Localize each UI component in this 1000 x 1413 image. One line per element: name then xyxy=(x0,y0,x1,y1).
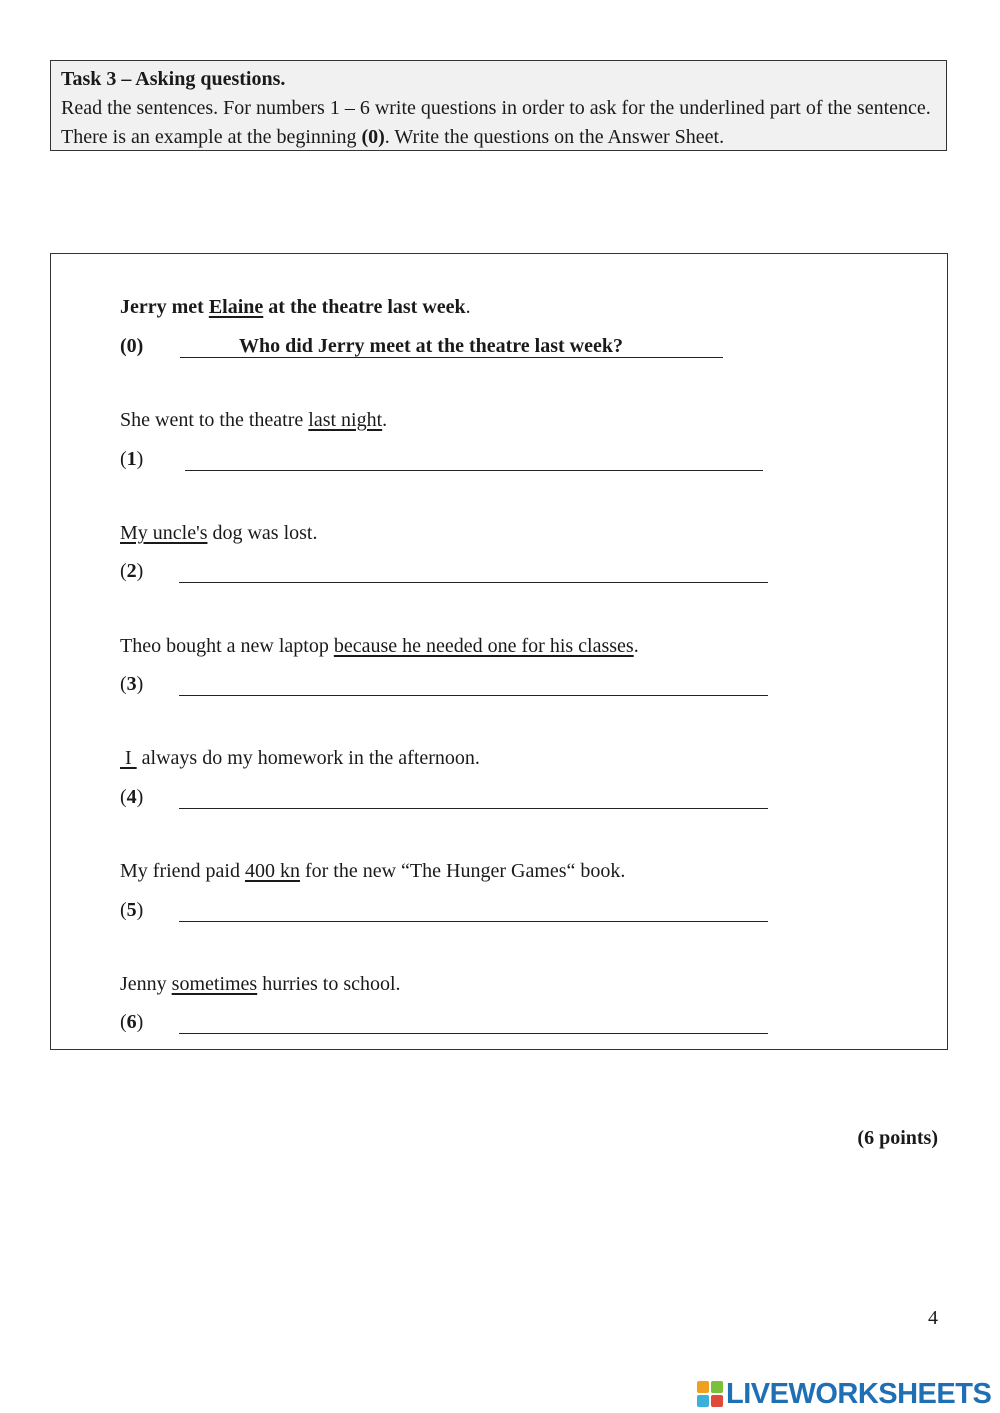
task-instructions-box xyxy=(50,60,947,151)
sentence-1-pre: She went to the theatre xyxy=(120,409,309,431)
example-sentence-post: at the theatre last week xyxy=(263,296,466,318)
instructions-example-ref: (0) xyxy=(361,126,385,148)
example-sentence xyxy=(120,296,471,319)
sentence-6-post: hurries to school. xyxy=(257,973,401,995)
answer-line-4[interactable] xyxy=(179,808,768,809)
example-answer: Who did Jerry meet at the theatre last week? xyxy=(180,335,723,358)
example-underlined: Elaine xyxy=(208,296,264,318)
question-number-5: (5) xyxy=(120,899,144,921)
liveworksheets-logo-icon xyxy=(697,1381,723,1407)
sentence-4-underlined: I xyxy=(120,747,137,769)
answer-line-2[interactable] xyxy=(179,582,768,583)
sentence-6-pre: Jenny xyxy=(120,973,172,995)
question-number-6: (6) xyxy=(120,1011,144,1033)
sentence-6 xyxy=(120,973,401,996)
sentence-6-underlined: sometimes xyxy=(171,973,258,995)
question-row-6 xyxy=(120,1011,820,1037)
sentence-4-post: always do my homework in the afternoon. xyxy=(136,747,480,769)
answer-line-3[interactable] xyxy=(179,695,768,696)
task-title: Task 3 – Asking questions. xyxy=(61,68,286,90)
sentence-3-underlined: because he needed one for his classes xyxy=(333,635,634,657)
question-number-2: (2) xyxy=(120,560,144,582)
sentence-1 xyxy=(120,409,387,432)
question-number-4: (4) xyxy=(120,786,144,808)
sentence-3-post: . xyxy=(633,635,639,657)
example-sentence-end: . xyxy=(465,296,471,318)
sentence-1-post: . xyxy=(382,409,388,431)
task-instructions xyxy=(61,94,936,152)
question-row-4 xyxy=(120,786,820,812)
sentence-2 xyxy=(120,522,317,545)
points-label: (6 points) xyxy=(857,1127,938,1149)
liveworksheets-logo xyxy=(697,1378,991,1410)
question-row-5 xyxy=(120,899,820,925)
example-number: (0) xyxy=(120,335,144,357)
question-number-1: (1) xyxy=(120,448,144,470)
sentence-1-underlined: last night xyxy=(308,409,383,431)
sentence-5 xyxy=(120,860,625,883)
answer-line-5[interactable] xyxy=(179,921,768,922)
sentence-2-post: dog was lost. xyxy=(207,522,318,544)
answer-line-6[interactable] xyxy=(179,1033,768,1034)
exercise-box xyxy=(50,253,948,1050)
question-row-2 xyxy=(120,560,820,586)
instructions-text-a: Read the sentences. For numbers 1 – 6 write questions in order to ask for the underlined part of the sentence. There is an example at the beginning xyxy=(61,97,931,148)
sentence-5-underlined: 400 kn xyxy=(244,860,300,882)
question-number-3: (3) xyxy=(120,673,144,695)
sentence-5-pre: My friend paid xyxy=(120,860,245,882)
page-number: 4 xyxy=(928,1307,938,1329)
answer-line-1[interactable] xyxy=(185,470,763,471)
question-row-1 xyxy=(120,448,820,474)
example-sentence-pre: Jerry met xyxy=(120,296,209,318)
sentence-3-pre: Theo bought a new laptop xyxy=(120,635,334,657)
sentence-2-underlined: My uncle's xyxy=(120,522,208,544)
sentence-5-post: for the new “The Hunger Games“ book. xyxy=(299,860,626,882)
question-row-3 xyxy=(120,673,820,699)
sentence-3 xyxy=(120,635,639,658)
example-answer-row xyxy=(120,335,820,361)
logo-text: LIVEWORKSHEETS xyxy=(726,1377,992,1410)
instructions-text-b: . Write the questions on the Answer Sheet. xyxy=(384,126,725,148)
sentence-4 xyxy=(120,747,480,770)
